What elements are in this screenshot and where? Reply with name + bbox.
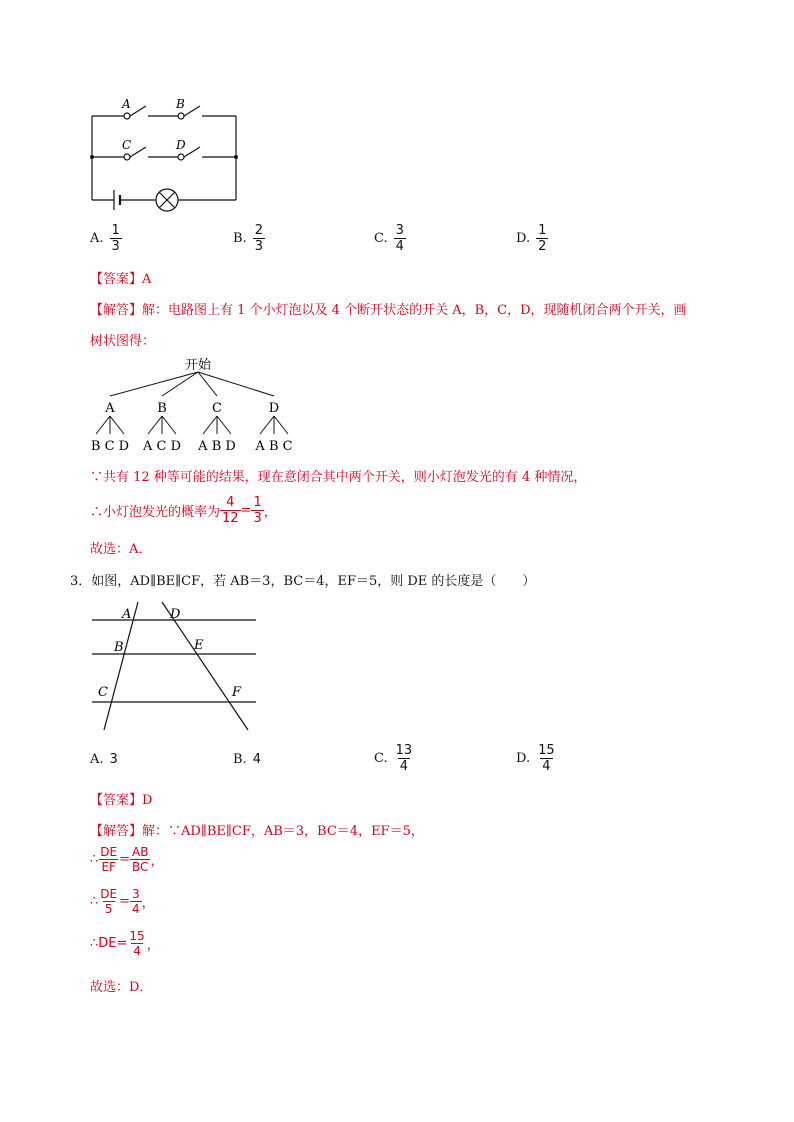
q2-explain-tag: 【解答】 [90,303,143,318]
circuit-label-c: C [122,138,132,152]
fig-label-b: B [114,640,124,655]
q2-explain-line1 [90,299,687,318]
q3-step1: ∴ $\frac{DE}{EF}$ = $\frac{AB}{BC}$ ， [90,845,164,874]
circuit-diagram [86,92,246,216]
q2-choice-d-den: 2 [538,239,547,254]
q2-choice-c-num: 3 [395,223,404,238]
q2-choice-c: C. $\frac{3}{4}$ [374,223,404,254]
tree-leaves-b: A C D [142,439,182,454]
parallel-lines-figure [86,596,262,736]
q2-choice-a-num: 1 [111,223,120,238]
q2-explain-line2: 树状图得： [90,334,156,349]
q3-choice-c: C. $\frac{13}{4}$ [374,743,413,774]
q2-choice-c-den: 4 [395,239,404,254]
fig-label-f: F [232,685,242,700]
circuit-label-b: B [176,97,185,111]
q2-reason-line2: ∴小灯泡发光的概率为 $\frac{4}{12}$ = $\frac{1}{3}$ ， [90,495,277,526]
q2-reason-line1: ∵共有 12 种等可能的结果，现在意闭合其中两个开关，则小灯泡发光的有 4 种情况， [90,470,587,485]
q3-answer: 【答案】D [90,793,153,808]
q3-stem: 3．如图，AD∥BE∥CF，若 AB＝3，BC＝4，EF＝5，则 DE 的长度是（ ） [70,574,536,589]
q2-answer [90,268,151,287]
q3-choice-a: A. 3 [90,752,118,767]
fig-label-a: A [122,607,132,622]
q3-choice-b: B. 4 [233,752,261,767]
q3-step3: ∴ DE= $\frac{15}{4}$ ， [90,929,160,958]
tree-branch-c: C [212,401,222,416]
tree-leaves-a: B C D [90,439,130,454]
fig-label-e: E [194,638,204,653]
q2-choice-b-num: 2 [254,223,263,238]
q2-answer-value: A [142,272,152,287]
q2-prob-frac1: $\frac{4}{12}$ [222,495,239,526]
q2-choice-d: D. $\frac{1}{2}$ [516,223,547,254]
q3-explain: 【解答】解：∵AD∥BE∥CF，AB＝3，BC＝4，EF＝5， [90,824,424,839]
q3-final: 故选：D． [90,980,153,995]
fig-label-c: C [98,685,108,700]
q3-answer-value: D [142,793,153,808]
q2-choice-a-den: 3 [111,239,120,254]
circuit-label-d: D [176,138,186,152]
q2-final: 故选：A． [90,542,152,557]
q2-prob-frac2: $\frac{1}{3}$ [253,495,262,526]
tree-diagram [86,356,306,456]
q2-explain-text1: 解：电路图上有 1 个小灯泡以及 4 个断开状态的开关 A，B，C，D，现随机闭合两个开关，画 [142,303,687,318]
tree-root: 开始 [184,358,212,373]
q3-choice-d: D. $\frac{15}{4}$ [516,743,555,774]
tree-leaves-c: A B D [198,439,236,454]
circuit-label-a: A [122,97,131,111]
tree-branch-b: B [157,401,167,416]
q2-choice-d-num: 1 [538,223,547,238]
tree-branch-d: D [268,401,280,416]
q3-step2: ∴ $\frac{DE}{5}$ = $\frac{3}{4}$ ， [90,887,155,916]
tree-branch-a: A [105,401,115,416]
tree-leaves-d: A B C [255,439,293,454]
q2-choice-a: A. $\frac{1}{3}$ [90,223,120,254]
q2-choice-b-den: 3 [254,239,263,254]
fig-label-d: D [170,607,181,622]
q2-choice-b: B. $\frac{2}{3}$ [233,223,263,254]
q2-answer-tag: 【答案】 [90,272,143,287]
